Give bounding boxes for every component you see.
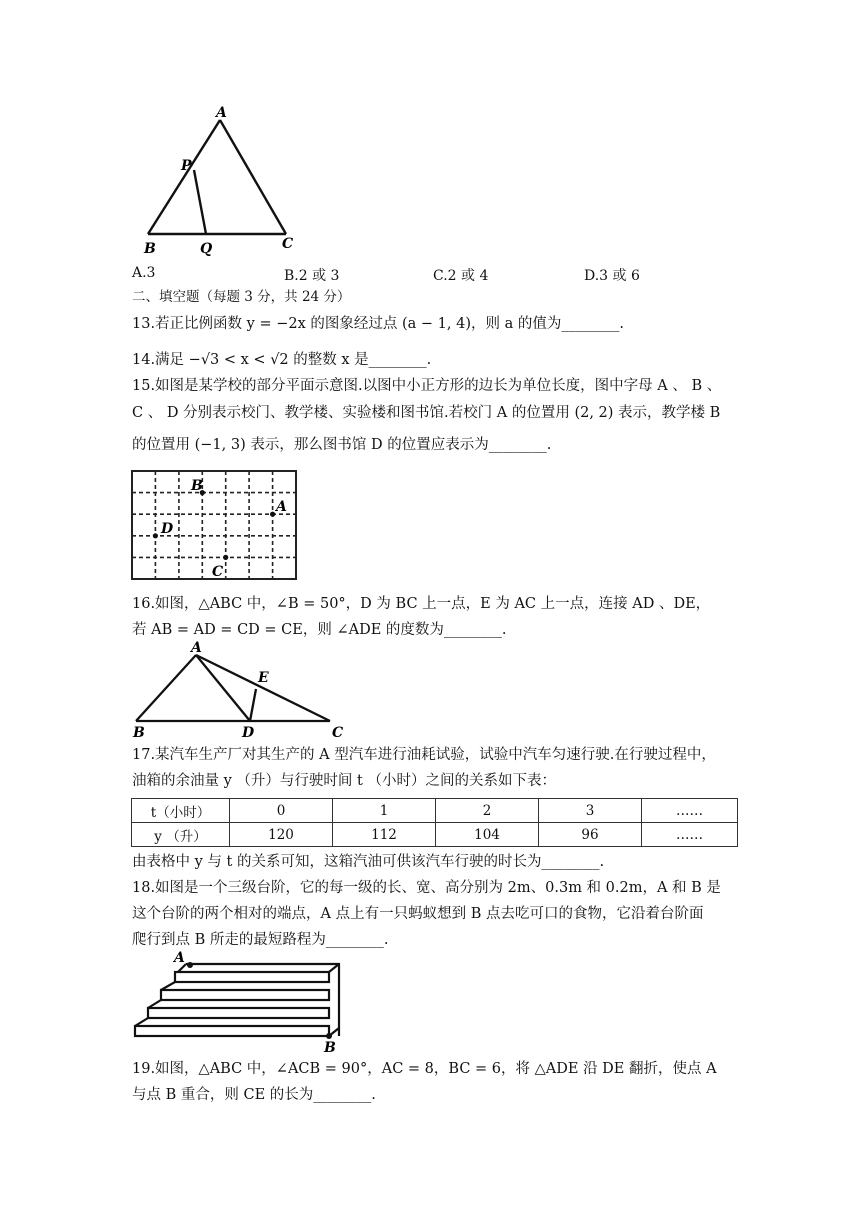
label-C: C [332, 725, 344, 740]
label-C: C [282, 236, 294, 252]
question-18-line-1: 18.如图是一个三级台阶，它的每一级的长、宽、高分别为 2m、0.3m 和 0.2m，A 和 B 是 [132, 880, 721, 896]
question-18-line-2: 这个台阶的两个相对的端点，A 点上有一只蚂蚁想到 B 点去吃可口的食物，它沿着台阶面 [132, 906, 704, 922]
question-17-line-2: 油箱的余油量 y （升）与行驶时间 t （小时）之间的关系如下表： [132, 773, 556, 789]
label-B: B [144, 241, 156, 257]
figure-q18-staircase [128, 950, 358, 1054]
table-cell: 0 [230, 799, 333, 823]
section-title: 二、填空题（每题 3 分，共 24 分） [132, 289, 351, 305]
table-cell: 120 [230, 823, 333, 847]
question-16-line-2: 若 AB = AD = CD = CE，则 ∠ADE 的度数为________. [132, 622, 507, 638]
label-D: D [242, 725, 255, 740]
q17-table [131, 798, 738, 847]
table-cell: 96 [539, 823, 642, 847]
figure-q16-triangle [128, 640, 353, 740]
label-A: A [174, 950, 185, 966]
label-D: D [161, 521, 174, 537]
q12-option-d: D.3 或 6 [584, 268, 640, 284]
label-Q: Q [200, 241, 213, 257]
table-cell: 112 [333, 823, 436, 847]
question-15-line-1: 15.如图是某学校的部分平面示意图.以图中小正方形的边长为单位长度，图中字母 A 、 B 、 [132, 378, 722, 394]
figure-q12-triangle [128, 100, 318, 260]
question-13: 13.若正比例函数 y = −2x 的图象经过点 (a − 1, 4)，则 a 的值为________. [132, 316, 624, 332]
table-row [132, 823, 738, 847]
question-17-line-1: 17.某汽车生产厂对其生产的 A 型汽车进行油耗试验，试验中汽车匀速行驶.在行驶过程中， [132, 747, 716, 763]
table-cell: …… [642, 823, 738, 847]
question-16-line-1: 16.如图，△ABC 中，∠B = 50°，D 为 BC 上一点，E 为 AC 上一点，连接 AD 、DE， [132, 596, 711, 612]
table-cell: …… [642, 799, 738, 823]
label-A: A [276, 499, 287, 515]
table-cell: t（小时） [132, 799, 230, 823]
label-P: P [181, 158, 192, 174]
q12-option-c: C.2 或 4 [433, 268, 489, 284]
table-row [132, 799, 738, 823]
label-A: A [191, 640, 202, 656]
question-18-line-3: 爬行到点 B 所走的最短路程为________. [132, 932, 389, 948]
label-B: B [133, 725, 145, 740]
table-cell: y （升） [132, 823, 230, 847]
label-C: C [212, 564, 224, 580]
q12-option-b: B.2 或 3 [284, 268, 340, 284]
question-19-line-2: 与点 B 重合，则 CE 的长为________. [132, 1087, 376, 1103]
q12-option-a: A.3 [132, 265, 156, 281]
question-15-line-3: 的位置用 (−1, 3) 表示，那么图书馆 D 的位置应表示为________. [132, 437, 552, 453]
label-E: E [258, 670, 269, 686]
table-cell: 2 [436, 799, 539, 823]
table-cell: 3 [539, 799, 642, 823]
table-cell: 104 [436, 823, 539, 847]
figure-q15-grid [128, 466, 300, 586]
question-14: 14.满足 −√3 < x < √2 的整数 x 是________. [132, 352, 432, 368]
label-A: A [216, 105, 227, 121]
question-19-line-1: 19.如图，△ABC 中，∠ACB = 90°，AC = 8，BC = 6，将 △ADE 沿 DE 翻折，使点 A [132, 1061, 717, 1077]
table-cell: 1 [333, 799, 436, 823]
label-B: B [324, 1040, 336, 1054]
label-B: B [191, 478, 203, 494]
question-17-line-3: 由表格中 y 与 t 的关系可知，这箱汽油可供该汽车行驶的时长为________. [132, 854, 605, 870]
question-15-line-2: C 、 D 分别表示校门、教学楼、实验楼和图书馆.若校门 A 的位置用 (2, 2) 表示，教学楼 B [132, 405, 721, 421]
